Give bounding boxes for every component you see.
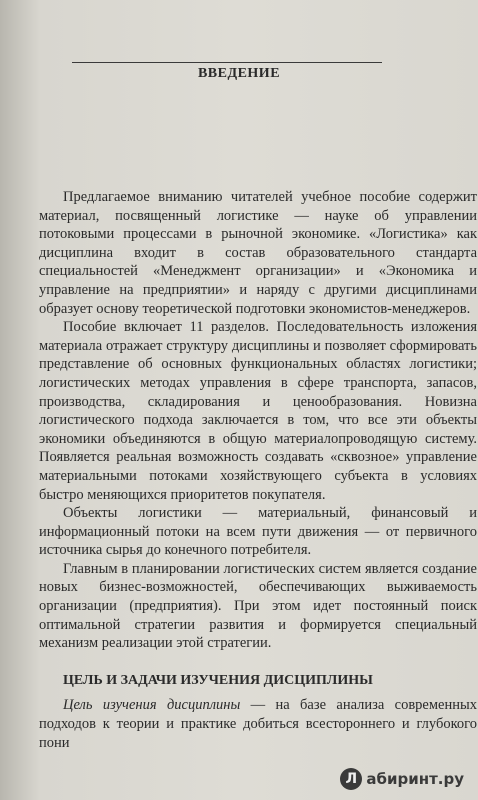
watermark-text: абиринт.ру [366, 770, 464, 788]
top-rule [72, 62, 382, 63]
goal-text: — на базе анализа современных подходов к теории и практике добиться всестороннего и глубокого пони [39, 697, 477, 751]
paragraph: Пособие включает 11 разделов. Последовательность изложения материала отражает структуру дисциплины и позволяет сформировать представление об основных функциональных областях логистики; логистических методах управления в сфере транспорта, запасов, производства, складирования и ценообразования. Новизна логистического подхода заключается в том, что все эти объекты экономики объединяются в общую материалопроводящую систему. Появляется реальная возможность создавать «сквозное» управление материальными потоками хозяйствующего субъекта в условиях быстро меняющихся приоритетов покупателя. [39, 319, 477, 503]
goal-paragraph [39, 696, 477, 752]
labirint-logo-icon: Л [340, 768, 362, 790]
body-text [39, 188, 477, 752]
watermark-logo [340, 768, 464, 790]
paragraph: Предлагаемое вниманию читателей учебное пособие содержит материал, посвященный логистике — науке об управлении потоковыми процессами в рыночной экономике. «Логистика» как дисциплина входит в состав образовательного стандарта специальностей «Менеджмент организации» и «Экономика и управление на предприятии» и наряду с другими дисциплинами образует основу теоретической подготовки экономистов-менеджеров. [39, 189, 477, 317]
paragraph: Главным в планировании логистических систем является создание новых бизнес-возможностей, обеспечивающих выживаемость организации (предприятия). При этом идет постоянный поиск оптимальной стратегии развития и формируется специальный механизм реализации этой стратегии. [39, 560, 477, 652]
paragraph: Объекты логистики — материальный, финансовый и информационный потоки на всем пути движения — от первичного источника сырья до конечного потребителя. [39, 505, 477, 559]
chapter-heading: ВВЕДЕНИЕ [197, 66, 281, 81]
goal-term: Цель изучения дисциплины [63, 697, 241, 714]
section-heading: ЦЕЛЬ И ЗАДАЧИ ИЗУЧЕНИЯ ДИСЦИПЛИНЫ [63, 672, 373, 688]
